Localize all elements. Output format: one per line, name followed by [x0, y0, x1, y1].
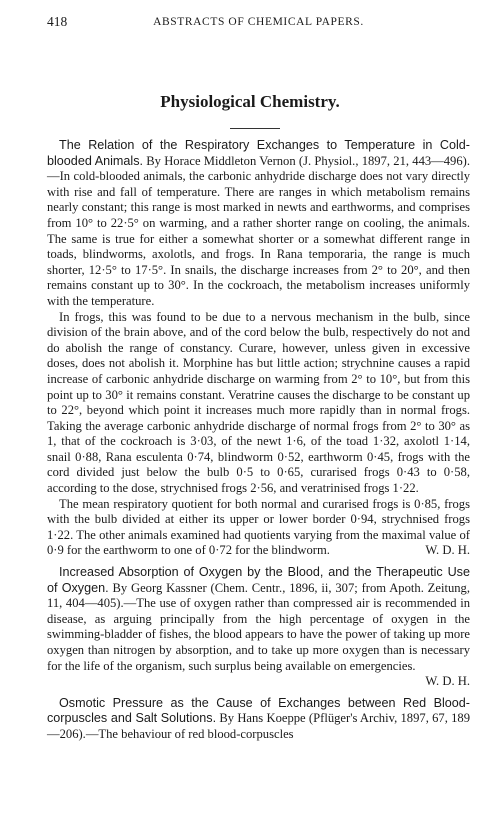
running-title: ABSTRACTS OF CHEMICAL PAPERS.: [153, 16, 364, 28]
article-paragraph: [47, 497, 470, 559]
article-byline: By Hans Koeppe: [219, 711, 306, 726]
page-number: 418: [47, 14, 68, 29]
article-byline: By Georg Kassner: [112, 580, 207, 595]
section-title: Physiological Chemistry.: [160, 92, 340, 111]
article-text: —The use of oxygen rather than compressed air is recommended in disease, as arguing principally from the high percentage of oxygen in the swimming-bladder of fishes, the blood appears to have the power of taking up more oxygen than nitrogen by absorption, and to take up more oxygen than is necessary for the life of the organism, such surplus being available on emergencies.: [47, 596, 471, 673]
article-text: The mean respiratory quotient for both normal and curarised frogs is 0·85, frogs with the bulb divided at either its upper or lower border 0·94, strychnised frogs 1·22. The other animals examined had quotients varying from the maximal value of 0·9 for the earthworm to one of 0·72 for the blindworm.: [47, 496, 470, 558]
article-osmotic-pressure: [47, 696, 470, 743]
article-paragraph: [47, 696, 470, 743]
article-source: (J. Physiol., 1897, 21, 443—496).: [298, 153, 470, 168]
article-title: The Relation of the Respiratory Exchanges to Temperature in Cold-blooded Animals.: [47, 138, 470, 168]
article-title: Increased Absorption of Oxygen by the Blood, and the Therapeutic Use of Oxygen.: [47, 565, 470, 595]
article-text: —The behaviour of red blood-corpuscles: [85, 726, 294, 741]
article-source: (Pflüger's Archiv, 1897, 67, 189—206).: [47, 711, 471, 741]
article-respiratory-exchanges: [47, 138, 470, 559]
article-oxygen-absorption: [47, 565, 470, 690]
article-text: —In cold-blooded animals, the carbonic anhydride discharge does not vary directly with rise and fall of temperature. There are ranges in which metabolism remains nearly constant; this range is most marked in newts and earthworms, and comprises from 10° to 22·5° on warming, and a rather shorter range on cooling, the animals. The same is true for either a somewhat shorter or a somewhat different range in toads, blindworms, axolotls, and frogs. In Rana temporaria, the range is much shorter, 12·5° to 17·5°. In snails, the discharge increases from 2° to 20°, and then remains constant up to 30°. In the cockroach, the metabolism increases uniformly with the temperature.: [47, 169, 470, 308]
running-head: [47, 14, 470, 32]
article-source: (Chem. Centr., 1896, ii, 307; from Apoth. Zeitung, 11, 404—405).: [47, 580, 471, 611]
article-list: [47, 138, 470, 749]
article-title: Osmotic Pressure as the Cause of Exchanges between Red Blood-corpuscles and Salt Solutions.: [47, 695, 470, 726]
article-signature: W. D. H.: [425, 543, 470, 558]
article-signature: W. D. H.: [425, 674, 470, 689]
article-paragraph: [47, 565, 471, 689]
title-rule: [230, 128, 280, 129]
article-paragraph: [47, 138, 470, 310]
article-byline: By Horace Middleton Vernon: [146, 153, 296, 168]
article-paragraph: In frogs, this was found to be due to a nervous mechanism in the bulb, since division of the brain above, and of the cord below the bulb, respectively do not and do abolish the range of constancy. Curare, however, unless given in excessive doses, does not abolish it. Morphine has but little action; strychnine causes a rapid increase of carbonic anhydride discharge on warming from 2° to 10°, but from this point up to 30° it remains constant. Veratrine causes the discharge to be constant up to 22°, beyond which point it increases much more rapidly than in normal frogs. Taking the average carbonic anhydride discharge of normal frogs from 2° to 30° as 1, that of the cockroach is 3·03, of the newt 1·6, of the toad 1·32, axolotl 1·14, snail 0·88, Rana esculenta 0·74, blindworm 0·52, earthworm 0·45, frogs with the cord divided just below the bulb 0·5 to 0·65, curarised frogs 0·43 to 0·58, according to the dose, strychnised frogs 2·56, and veratrinised frogs 1·22.: [47, 309, 470, 496]
